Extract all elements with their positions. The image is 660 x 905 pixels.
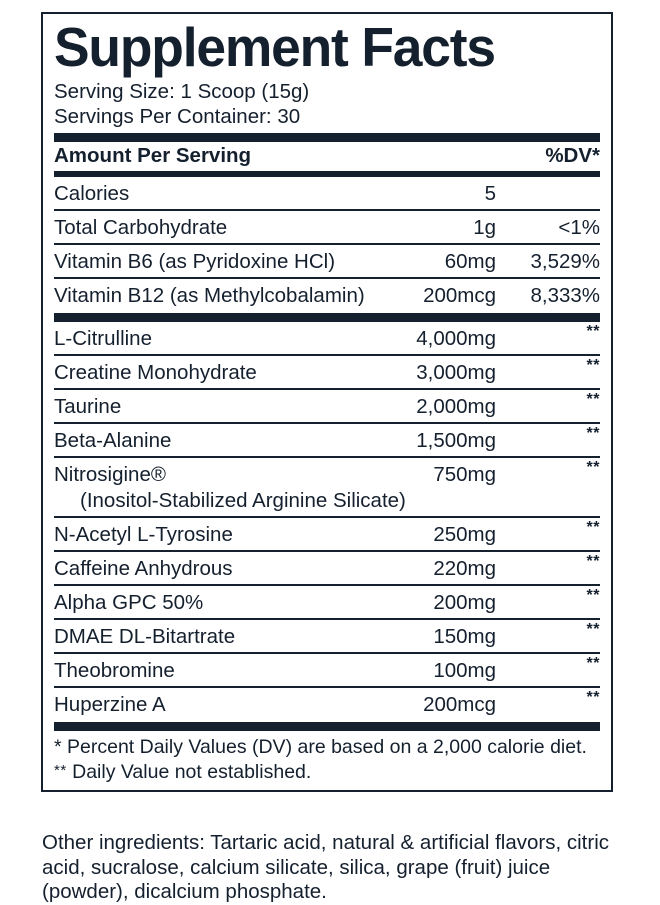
- ingredient-amount: 1,500mg: [416, 429, 496, 452]
- ingredient-dv: **: [586, 587, 600, 604]
- ingredient-name: Taurine: [54, 395, 122, 418]
- ingredient-dv: **: [586, 655, 600, 672]
- nutrient-name: Vitamin B12 (as Methylcobalamin): [54, 284, 365, 307]
- nutrient-amount: 200mcg: [423, 284, 496, 307]
- ingredient-subname: (Inositol-Stabilized Arginine Silicate): [80, 489, 406, 512]
- divider-thick-top: [54, 133, 600, 142]
- nutrient-amount: 5: [484, 182, 496, 205]
- table-row: [54, 586, 600, 620]
- table-row: [54, 654, 600, 688]
- ingredient-name: Alpha GPC 50%: [54, 591, 204, 614]
- ingredient-amount: 150mg: [433, 625, 496, 648]
- table-row: [54, 356, 600, 390]
- ingredient-amount: 3,000mg: [416, 361, 496, 384]
- ingredient-name: Beta-Alanine: [54, 429, 172, 452]
- table-row: [54, 458, 600, 518]
- ingredient-dv: **: [586, 323, 600, 340]
- ingredient-name: Caffeine Anhydrous: [54, 557, 233, 580]
- ingredient-name: DMAE DL-Bitartrate: [54, 625, 236, 648]
- nutrient-name: Total Carbohydrate: [54, 216, 228, 239]
- serving-info: [54, 79, 600, 133]
- ingredient-amount: 220mg: [433, 557, 496, 580]
- supplement-facts-panel: [41, 12, 613, 792]
- nutrient-amount: 60mg: [444, 250, 496, 273]
- ingredient-amount: 750mg: [433, 463, 496, 486]
- nutrient-dv: 3,529%: [530, 250, 600, 273]
- divider-thick-bottom: [54, 722, 600, 731]
- ingredient-name: Creatine Monohydrate: [54, 361, 257, 384]
- ingredient-name: Theobromine: [54, 659, 175, 682]
- ingredient-name: Huperzine A: [54, 693, 166, 716]
- table-row: [54, 390, 600, 424]
- table-row: [54, 620, 600, 654]
- ingredient-dv: **: [586, 357, 600, 374]
- ingredient-dv: **: [586, 621, 600, 638]
- table-row: [54, 177, 600, 211]
- footnote-stars: **: [54, 762, 67, 779]
- table-row: [54, 211, 600, 245]
- footnote-daily-value: * Percent Daily Values (DV) are based on a 2,000 calorie diet.: [54, 736, 587, 758]
- ingredient-dv: **: [586, 689, 600, 706]
- ingredient-name: N-Acetyl L-Tyrosine: [54, 523, 233, 546]
- ingredient-amount: 2,000mg: [416, 395, 496, 418]
- table-row: [54, 322, 600, 356]
- ingredient-dv: **: [586, 553, 600, 570]
- table-row: [54, 245, 600, 279]
- ingredient-dv: **: [586, 519, 600, 536]
- footnotes: [54, 731, 600, 790]
- ingredient-amount: 250mg: [433, 523, 496, 546]
- ingredient-name: Nitrosigine®: [54, 463, 166, 486]
- table-header-row: [54, 142, 600, 171]
- divider-thick-mid: [54, 313, 600, 322]
- ingredient-name: L-Citrulline: [54, 327, 152, 350]
- table-row: [54, 552, 600, 586]
- servings-per-container: Servings Per Container: 30: [54, 105, 301, 128]
- ingredient-dv: **: [586, 459, 600, 476]
- serving-size: Serving Size: 1 Scoop (15g): [54, 80, 310, 103]
- footnote-not-established: [54, 759, 600, 784]
- footnote-not-established-text: Daily Value not established.: [66, 761, 312, 783]
- dv-header: %DV*: [545, 144, 600, 167]
- nutrient-name: Calories: [54, 182, 130, 205]
- ingredient-dv: **: [586, 391, 600, 408]
- nutrient-dv: <1%: [558, 216, 600, 239]
- nutrient-name: Vitamin B6 (as Pyridoxine HCl): [54, 250, 336, 273]
- ingredient-amount: 4,000mg: [416, 327, 496, 350]
- page-title: Supplement Facts: [54, 16, 495, 78]
- nutrient-dv: 8,333%: [530, 284, 600, 307]
- other-ingredients: Other ingredients: Tartaric acid, natural & artificial flavors, citric acid, sucralose, calcium silicate, silica, grape (fruit) juice (powder), dicalcium phosphate.: [42, 831, 610, 903]
- nutrient-amount: 1g: [473, 216, 496, 239]
- ingredient-amount: 100mg: [433, 659, 496, 682]
- amount-per-serving-header: Amount Per Serving: [54, 144, 252, 167]
- ingredient-amount: 200mcg: [423, 693, 496, 716]
- table-row: [54, 279, 600, 313]
- ingredient-dv: **: [586, 425, 600, 442]
- ingredient-amount: 200mg: [433, 591, 496, 614]
- table-row: [54, 688, 600, 722]
- table-row: [54, 518, 600, 552]
- table-row: [54, 424, 600, 458]
